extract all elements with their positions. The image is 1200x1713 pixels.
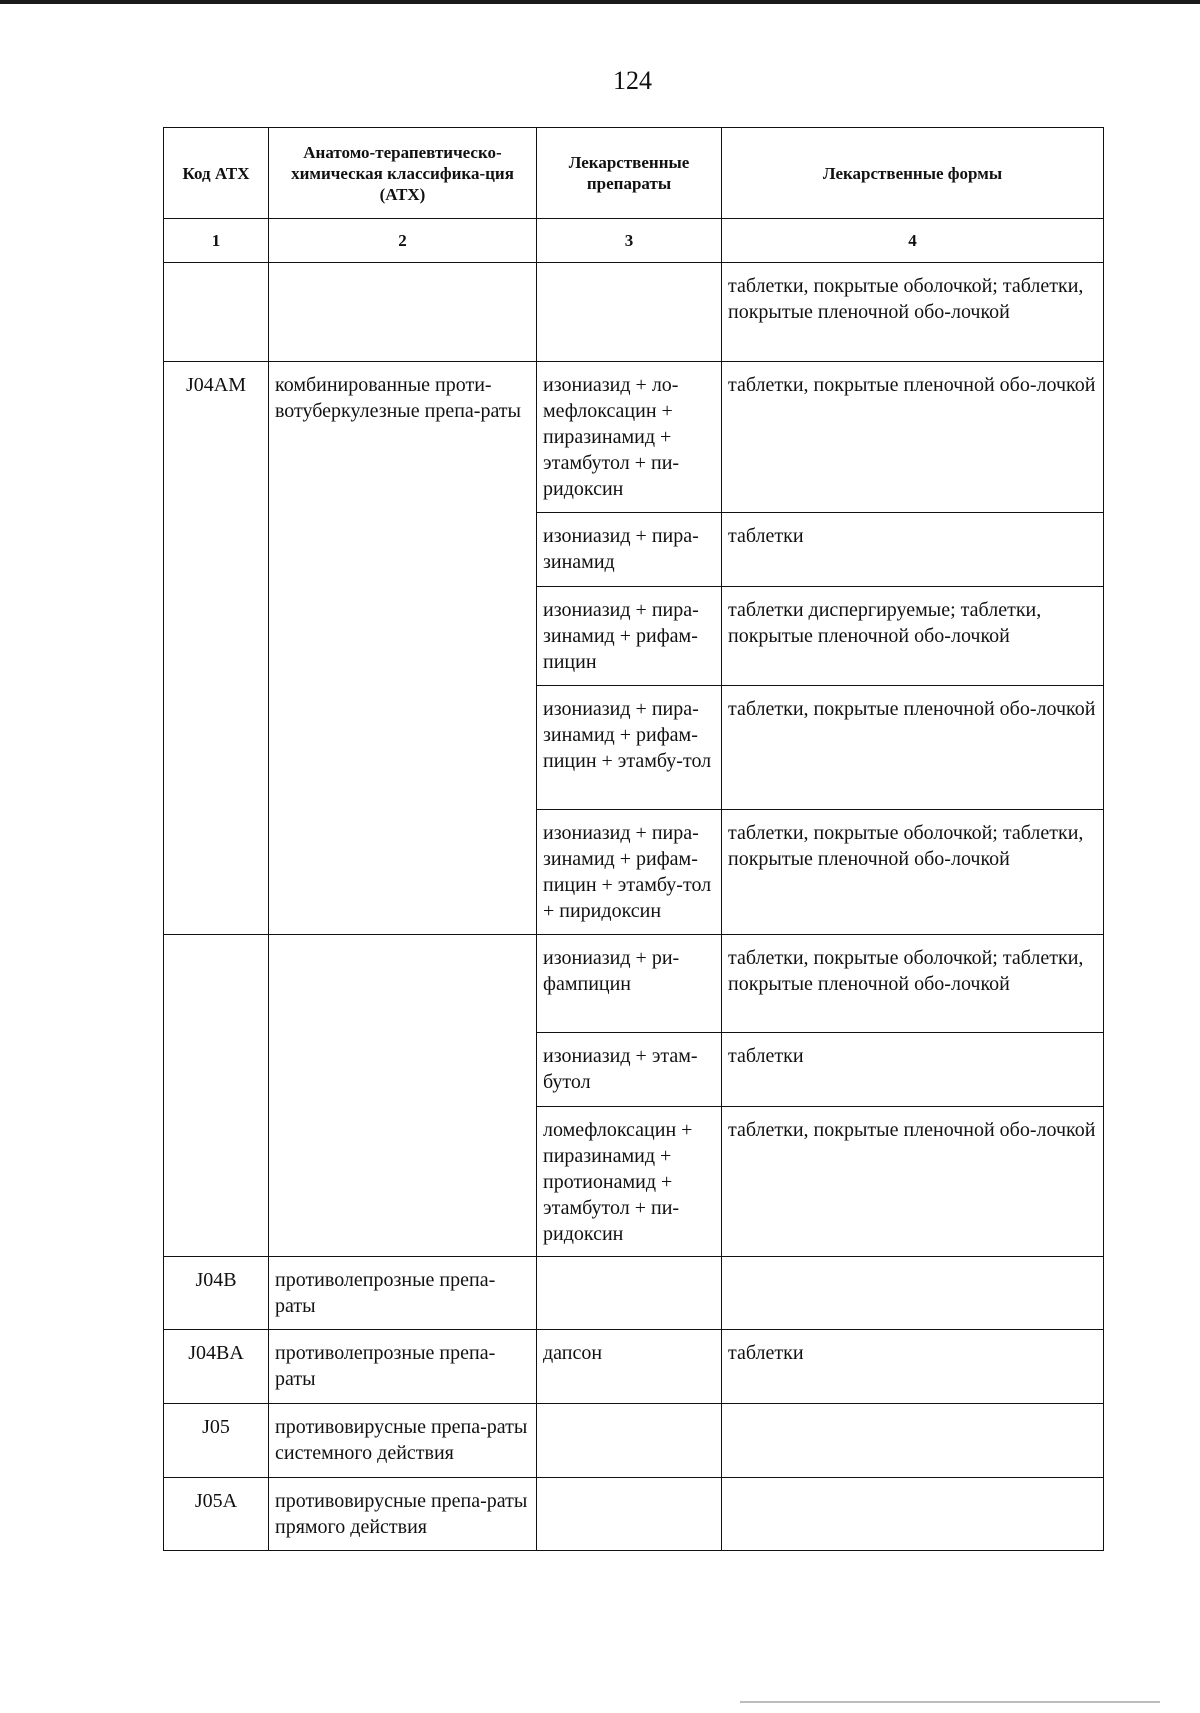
classification-cell: комбинированные проти-вотуберкулезные препа-раты	[269, 362, 537, 935]
drug-cell: изониазид + пира-зинамид	[537, 513, 722, 587]
classification-cell	[269, 263, 537, 362]
table-row	[164, 362, 1104, 513]
atx-code-cell: J04B	[164, 1257, 269, 1330]
drug-cell: изониазид + пира-зинамид + рифам-пицин	[537, 587, 722, 686]
drug-cell: изониазид + ри-фампицин	[537, 935, 722, 1033]
dosage-form-cell	[722, 1478, 1104, 1551]
drug-cell	[537, 263, 722, 362]
drug-cell: изониазид + ло-мефлоксацин + пиразинамид + этамбутол + пи-ридоксин	[537, 362, 722, 513]
table-row	[164, 1478, 1104, 1551]
atx-code-cell	[164, 263, 269, 362]
atx-code-cell: J04AM	[164, 362, 269, 935]
dosage-form-cell: таблетки	[722, 1033, 1104, 1107]
header-dosage-forms: Лекарственные формы	[722, 128, 1104, 219]
dosage-form-cell: таблетки, покрытые оболочкой; таблетки, покрытые пленочной обо-лочкой	[722, 935, 1104, 1033]
header-atx-classification: Анатомо-терапевтическо-химическая классифика-ция (АТХ)	[269, 128, 537, 219]
atx-code-cell	[164, 935, 269, 1257]
drug-cell: дапсон	[537, 1330, 722, 1404]
column-number: 1	[164, 219, 269, 263]
top-border-rule	[0, 0, 1200, 4]
atx-code-cell: J04BA	[164, 1330, 269, 1404]
classification-cell: противовирусные препа-раты прямого действия	[269, 1478, 537, 1551]
dosage-form-cell: таблетки, покрытые пленочной обо-лочкой	[722, 362, 1104, 513]
drug-cell: изониазид + пира-зинамид + рифам-пицин + этамбу-тол	[537, 686, 722, 810]
dosage-form-cell: таблетки диспергируемые; таблетки, покрытые пленочной обо-лочкой	[722, 587, 1104, 686]
drug-cell	[537, 1478, 722, 1551]
header-atx-code: Код ATX	[164, 128, 269, 219]
classification-cell: противовирусные препа-раты системного действия	[269, 1404, 537, 1478]
table-row	[164, 263, 1104, 362]
dosage-form-cell: таблетки, покрытые пленочной обо-лочкой	[722, 686, 1104, 810]
dosage-form-cell: таблетки	[722, 1330, 1104, 1404]
column-number-row	[164, 219, 1104, 263]
atx-code-cell: J05	[164, 1404, 269, 1478]
drug-cell	[537, 1257, 722, 1330]
drug-cell: ломефлоксацин + пиразинамид + протионамид + этамбутол + пи-ридоксин	[537, 1107, 722, 1257]
classification-cell	[269, 935, 537, 1257]
classification-cell: противолепрозные препа-раты	[269, 1330, 537, 1404]
column-number: 4	[722, 219, 1104, 263]
header-drugs: Лекарственные препараты	[537, 128, 722, 219]
atx-code-cell: J05A	[164, 1478, 269, 1551]
drug-cell: изониазид + этам-бутол	[537, 1033, 722, 1107]
dosage-form-cell	[722, 1404, 1104, 1478]
table-row	[164, 1404, 1104, 1478]
dosage-form-cell: таблетки, покрытые оболочкой; таблетки, покрытые пленочной обо-лочкой	[722, 263, 1104, 362]
table-row	[164, 1257, 1104, 1330]
atx-drug-table	[163, 127, 1104, 1551]
table-row	[164, 935, 1104, 1033]
classification-cell: противолепрозные препа-раты	[269, 1257, 537, 1330]
dosage-form-cell: таблетки	[722, 513, 1104, 587]
bottom-scan-rule	[740, 1701, 1160, 1703]
page-number: 124	[613, 66, 652, 95]
dosage-form-cell	[722, 1257, 1104, 1330]
dosage-form-cell: таблетки, покрытые пленочной обо-лочкой	[722, 1107, 1104, 1257]
table-row	[164, 1330, 1104, 1404]
dosage-form-cell: таблетки, покрытые оболочкой; таблетки, покрытые пленочной обо-лочкой	[722, 810, 1104, 935]
column-number: 2	[269, 219, 537, 263]
drug-cell: изониазид + пира-зинамид + рифам-пицин + этамбу-тол + пиридоксин	[537, 810, 722, 935]
table-header-row	[164, 128, 1104, 219]
column-number: 3	[537, 219, 722, 263]
drug-cell	[537, 1404, 722, 1478]
